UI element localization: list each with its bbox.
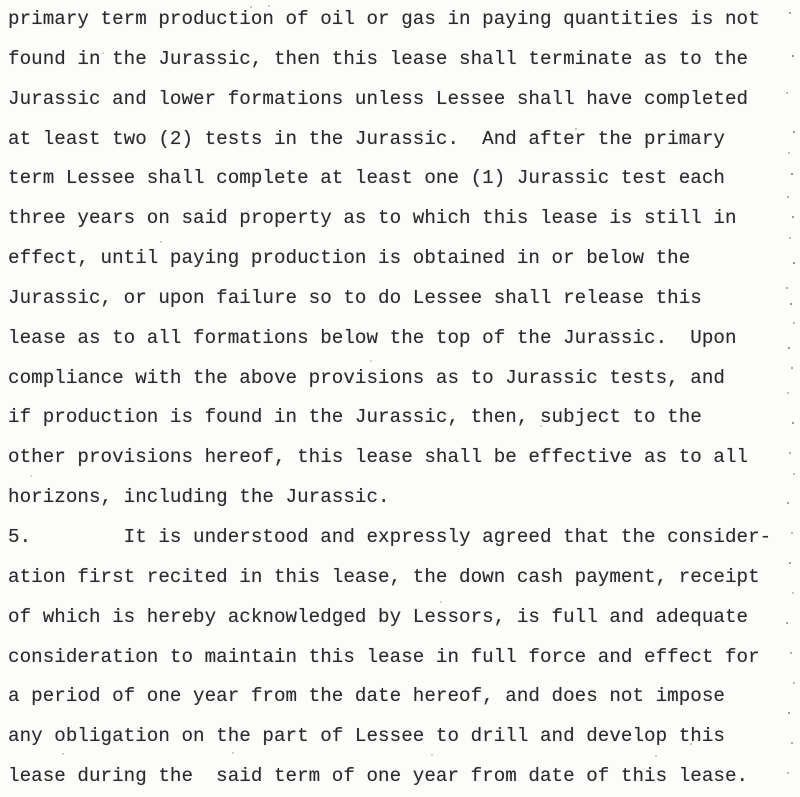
text-line-01: primary term production of oil or gas in paying quantities is not (8, 8, 760, 30)
scan-noise-right-edge (0, 0, 2, 2)
document-text-block (8, 0, 792, 797)
text-line-09: lease as to all formations below the top of the Jurassic. Upon (8, 326, 737, 349)
text-line-07: effect, until paying production is obtained in or below the (8, 247, 691, 270)
text-line-05: term Lessee shall complete at least one (1) Jurassic test each (8, 167, 725, 190)
text-line-16: of which is hereby acknowledged by Lessors, is full and adequate (8, 605, 749, 628)
text-line-18: a period of one year from the date hereof, and does not impose (8, 685, 725, 708)
text-line-17: consideration to maintain this lease in full force and effect for (8, 645, 760, 668)
text-line-12: other provisions hereof, this lease shall be effective as to all (8, 446, 749, 469)
text-line-13: horizons, including the Jurassic. (8, 486, 390, 509)
text-line-19: any obligation on the part of Lessee to drill and develop this (8, 725, 725, 748)
text-line-14-paragraph-5-start: 5. It is understood and expressly agreed that the consider- (8, 525, 772, 548)
text-line-06: three years on said property as to which this lease is still in (8, 207, 737, 230)
text-line-10: compliance with the above provisions as to Jurassic tests, and (8, 366, 725, 389)
text-line-08: Jurassic, or upon failure so to do Lessee shall release this (8, 286, 702, 309)
text-line-03: Jurassic and lower formations unless Lessee shall have completed (8, 87, 749, 110)
text-line-15: ation first recited in this lease, the down cash payment, receipt (8, 565, 760, 588)
text-line-04: at least two (2) tests in the Jurassic. And after the primary (8, 127, 725, 150)
text-line-11: if production is found in the Jurassic, then, subject to the (8, 406, 702, 429)
text-line-02: found in the Jurassic, then this lease shall terminate as to the (8, 47, 749, 70)
text-line-20: lease during the said term of one year from date of this lease. (8, 765, 749, 788)
